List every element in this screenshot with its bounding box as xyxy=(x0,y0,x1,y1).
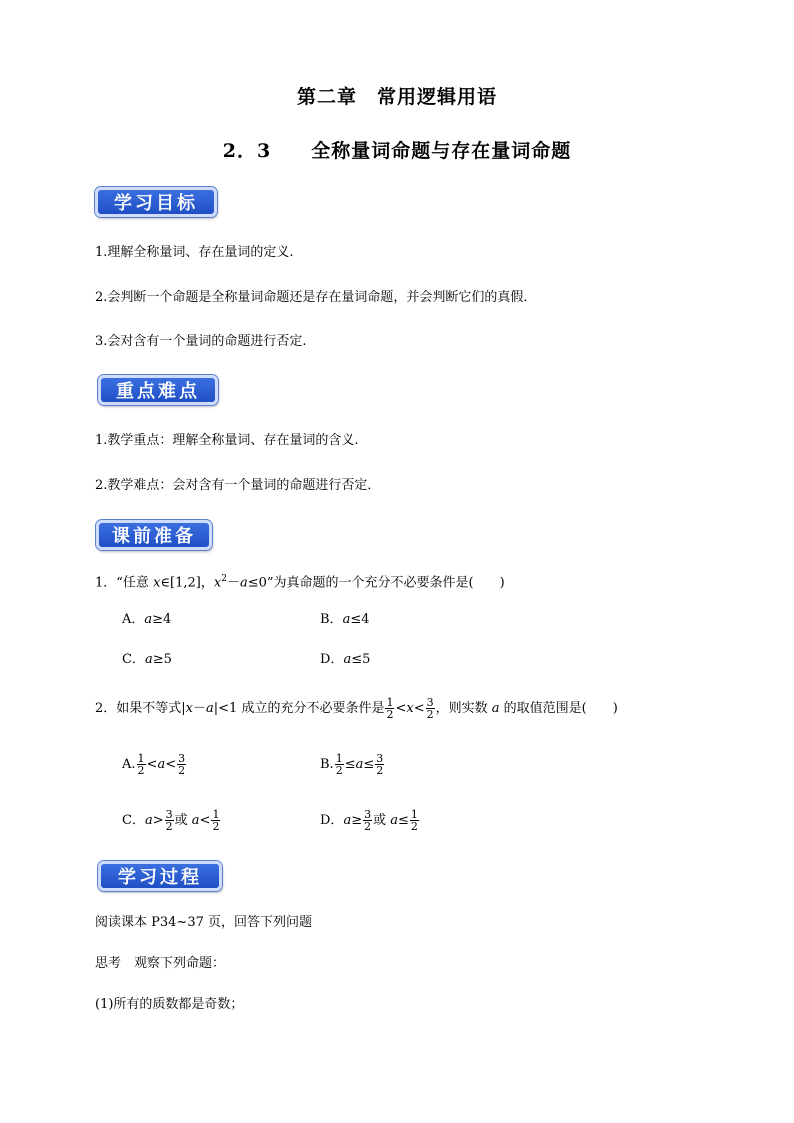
chapter-title: 第二章 常用逻辑用语 xyxy=(296,86,497,108)
goal-item: 2.会判断一个命题是全称量词命题还是存在量词命题，并会判断它们的真假． xyxy=(95,290,537,305)
option-a: A．a≥4 xyxy=(122,612,172,627)
option-b: B．a≤4 xyxy=(320,612,370,627)
badge-preparation: 课前准备 xyxy=(96,520,212,550)
option-c: C．a≥5 xyxy=(122,652,172,667)
question-2: 2．如果不等式|x－a|<1 成立的充分不必要条件是 $\frac{1}{2}$ <x< $\frac{3}{2}$ ，则实数 a 的取值范围是( ) xyxy=(95,696,618,721)
q2-option-c: C．a> $\frac{3}{2}$ 或 a< $\frac{1}{2}$ xyxy=(122,808,220,833)
badge-key-points: 重点难点 xyxy=(98,375,218,405)
badge-learning-process: 学习过程 xyxy=(98,861,222,891)
goal-item: 3.会对含有一个量词的命题进行否定. xyxy=(95,334,307,349)
q2-option-d: D．a≥ $\frac{3}{2}$ 或 a≤ $\frac{1}{2}$ xyxy=(320,808,418,833)
key-point-item: 1.教学重点：理解全称量词、存在量词的含义. xyxy=(95,433,359,448)
fraction: $\frac{3}{2}$ xyxy=(426,696,434,721)
process-text: 阅读课本 P34~37 页，回答下列问题 xyxy=(95,915,312,930)
option-d: D．a≤5 xyxy=(320,652,371,667)
question-1: 1．“任意 x∈[1,2]，$x^2-a\le 0$”为真命题的一个充分不必要条件是( ) xyxy=(95,574,505,591)
goal-item: 1.理解全称量词、存在量词的定义. xyxy=(95,245,294,260)
section-title: 2．3 全称量词命题与存在量词命题 xyxy=(222,140,572,162)
badge-learning-goals: 学习目标 xyxy=(95,187,217,217)
fraction: $\frac{1}{2}$ xyxy=(386,696,394,721)
process-text: (1)所有的质数都是奇数； xyxy=(95,997,244,1012)
q2-option-b: B. $\frac{1}{2}$ ≤a≤ $\frac{3}{2}$ xyxy=(320,752,384,777)
process-text: 思考 观察下列命题： xyxy=(95,956,226,971)
key-point-item: 2.教学难点：会对含有一个量词的命题进行否定． xyxy=(95,478,381,493)
q2-option-a: A. $\frac{1}{2}$ <a< $\frac{3}{2}$ xyxy=(122,752,186,777)
